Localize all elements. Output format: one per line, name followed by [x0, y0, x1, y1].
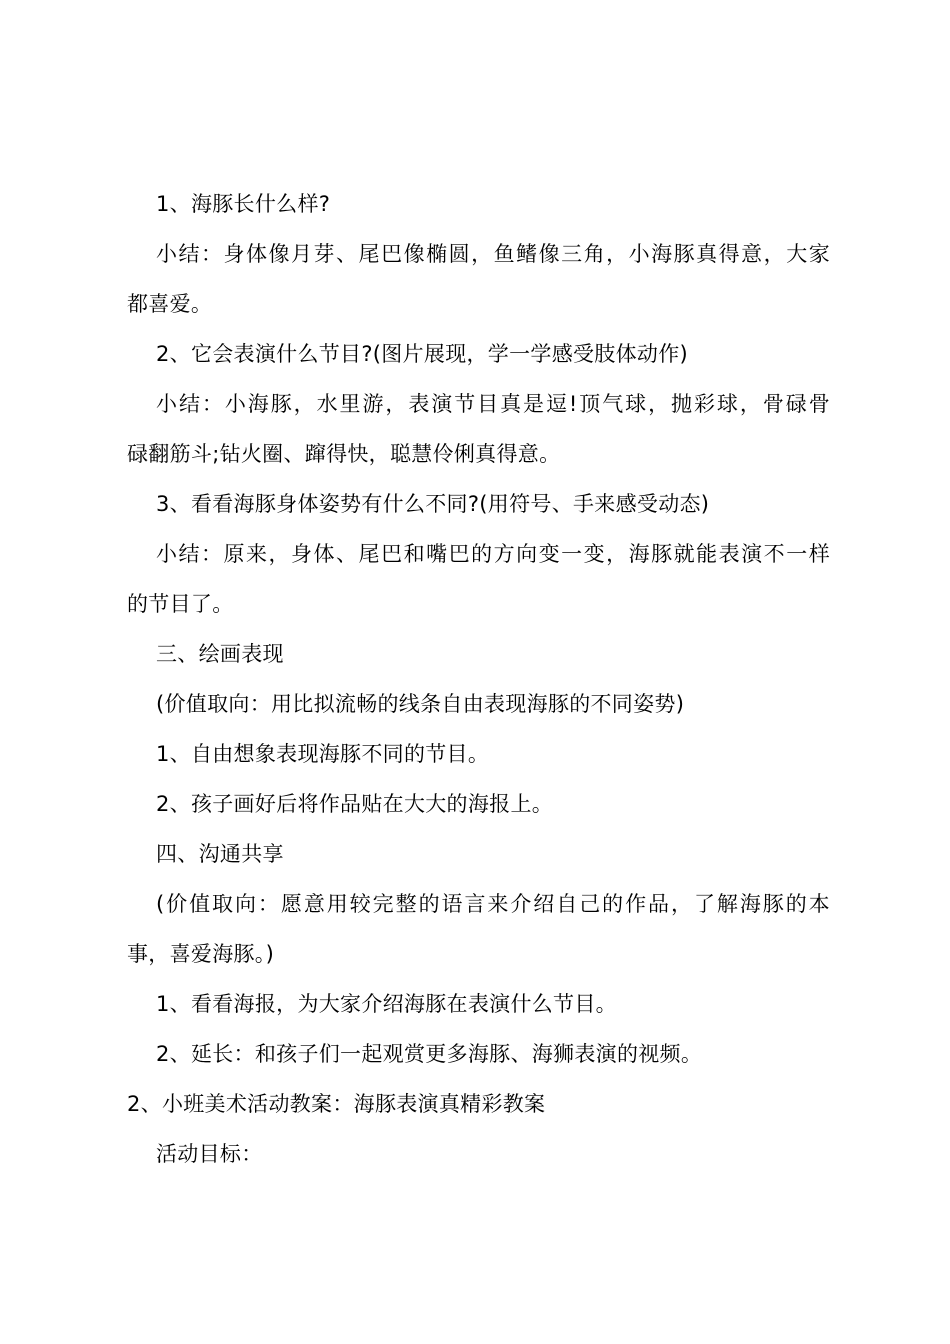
paragraph-line: 活动目标：	[156, 1142, 263, 1166]
paragraph-line: 3、看看海豚身体姿势有什么不同?(用符号、手来感受动态)	[156, 492, 710, 516]
paragraph-line: (价值取向：愿意用较完整的语言来介绍自己的作品，了解海豚的本	[156, 892, 830, 916]
paragraph-line: 小结：身体像月芽、尾巴像椭圆，鱼鳍像三角，小海豚真得意，大家	[156, 242, 830, 266]
paragraph-line: 1、自由想象表现海豚不同的节目。	[156, 742, 490, 766]
section-heading: 三、绘画表现	[156, 642, 284, 666]
paragraph-line: 事，喜爱海豚。)	[127, 942, 275, 966]
paragraph-line: 小结：原来，身体、尾巴和嘴巴的方向变一变，海豚就能表演不一样	[156, 542, 830, 566]
paragraph-line: 2、延长：和孩子们一起观赏更多海豚、海狮表演的视频。	[156, 1042, 703, 1066]
paragraph-line: 都喜爱。	[127, 292, 213, 316]
paragraph-line: 碌翻筋斗;钻火圈、蹿得快，聪慧伶俐真得意。	[127, 442, 561, 466]
paragraph-line: 的节目了。	[127, 592, 234, 616]
paragraph-line: (价值取向：用比拟流畅的线条自由表现海豚的不同姿势)	[156, 692, 685, 716]
paragraph-line: 2、孩子画好后将作品贴在大大的海报上。	[156, 792, 554, 816]
document-heading: 2、小班美术活动教案：海豚表演真精彩教案	[127, 1092, 546, 1116]
paragraph-line: 小结：小海豚，水里游，表演节目真是逗!顶气球，抛彩球，骨碌骨	[156, 392, 830, 416]
paragraph-line: 1、海豚长什么样?	[156, 192, 331, 216]
paragraph-line: 2、它会表演什么节目?(图片展现，学一学感受肢体动作)	[156, 342, 688, 366]
section-heading: 四、沟通共享	[156, 842, 284, 866]
paragraph-line: 1、看看海报，为大家介绍海豚在表演什么节目。	[156, 992, 617, 1016]
